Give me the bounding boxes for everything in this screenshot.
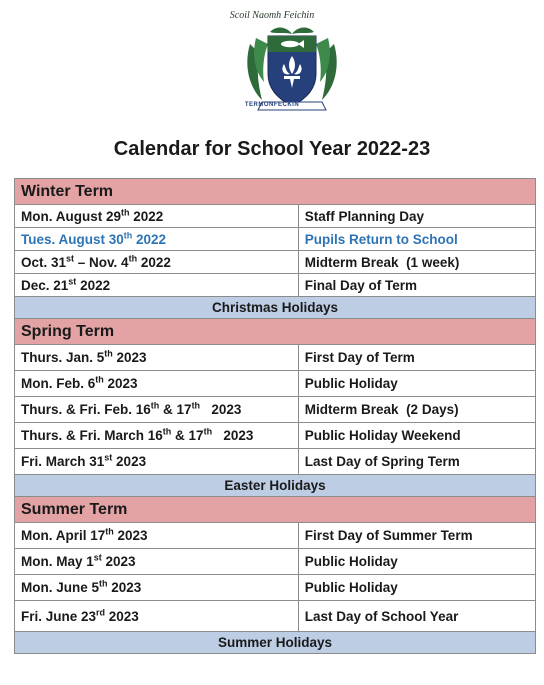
- event-cell: Midterm Break (1 week): [298, 251, 535, 274]
- term-header: Winter Term: [15, 179, 536, 205]
- date-text: 2023: [112, 454, 147, 469]
- ordinal-suffix: st: [93, 552, 102, 563]
- ordinal-suffix: st: [68, 276, 77, 286]
- calendar-row: [15, 251, 536, 274]
- term-header-row: [15, 319, 536, 345]
- school-crest: [0, 4, 544, 116]
- date-text: 2023: [103, 376, 138, 391]
- event-cell: First Day of Summer Term: [298, 523, 535, 549]
- calendar-row: [15, 228, 536, 251]
- date-text: 2023: [113, 528, 148, 543]
- event-cell: Pupils Return to School: [298, 228, 535, 251]
- calendar-table: [14, 178, 536, 654]
- ordinal-suffix: th: [121, 207, 130, 217]
- ordinal-suffix: th: [105, 526, 114, 537]
- date-text: – Nov. 4: [74, 254, 129, 270]
- holiday-row: [15, 475, 536, 497]
- event-cell: Public Holiday Weekend: [298, 423, 535, 449]
- date-text: Mon. June 5: [21, 580, 100, 595]
- date-text: Tues. August 30: [21, 231, 124, 247]
- calendar-row: [15, 345, 536, 371]
- holiday-row: [15, 632, 536, 654]
- event-cell: Public Holiday: [298, 371, 535, 397]
- date-cell: [15, 449, 299, 475]
- holiday-row: [15, 297, 536, 319]
- event-cell: Last Day of Spring Term: [298, 449, 535, 475]
- holiday-label: Christmas Holidays: [15, 297, 536, 319]
- calendar-row: [15, 549, 536, 575]
- calendar-row: [15, 449, 536, 475]
- page-title: Calendar for School Year 2022-23: [113, 138, 431, 160]
- date-text: Thurs. & Fri. Feb. 16: [21, 402, 151, 417]
- date-text: 2023: [200, 402, 242, 417]
- holiday-label: Easter Holidays: [15, 475, 536, 497]
- event-cell: Midterm Break (2 Days): [298, 397, 535, 423]
- event-cell: Final Day of Term: [298, 274, 535, 297]
- date-cell: [15, 205, 299, 228]
- ordinal-suffix: st: [66, 253, 75, 263]
- calendar-row: [15, 205, 536, 228]
- calendar-row: [15, 523, 536, 549]
- ordinal-suffix: th: [123, 230, 133, 240]
- term-header: Summer Term: [15, 497, 536, 523]
- date-text: 2023: [212, 428, 254, 443]
- ordinal-suffix: th: [191, 400, 201, 411]
- event-cell: First Day of Term: [298, 345, 535, 371]
- ordinal-suffix: th: [104, 348, 113, 359]
- ordinal-suffix: th: [162, 426, 172, 437]
- event-cell: Staff Planning Day: [298, 205, 535, 228]
- ordinal-suffix: th: [150, 400, 160, 411]
- ordinal-suffix: rd: [96, 607, 106, 617]
- date-text: 2023: [101, 554, 136, 569]
- ordinal-suffix: th: [203, 426, 213, 437]
- calendar-row: [15, 601, 536, 632]
- date-cell: [15, 228, 299, 251]
- date-text: 2022: [76, 277, 111, 293]
- date-text: 2022: [137, 254, 171, 270]
- date-cell: [15, 575, 299, 601]
- date-cell: [15, 371, 299, 397]
- crest-banner-text: TERMONFECKIN: [244, 102, 300, 108]
- event-cell: Public Holiday: [298, 549, 535, 575]
- date-text: 2023: [112, 350, 147, 365]
- term-header: Spring Term: [15, 319, 536, 345]
- date-cell: [15, 423, 299, 449]
- date-text: Mon. Feb. 6: [21, 376, 96, 391]
- ordinal-suffix: th: [95, 374, 104, 385]
- date-text: Fri. March 31: [21, 454, 105, 469]
- date-text: Thurs. & Fri. March 16: [21, 428, 163, 443]
- event-cell: Last Day of School Year: [298, 601, 535, 632]
- ordinal-suffix: th: [128, 253, 138, 263]
- calendar-row: [15, 397, 536, 423]
- date-cell: [15, 397, 299, 423]
- calendar-row: [15, 423, 536, 449]
- date-text: & 17: [171, 428, 204, 443]
- date-text: 2022: [132, 231, 167, 247]
- date-cell: [15, 274, 299, 297]
- term-header-row: [15, 497, 536, 523]
- date-cell: [15, 601, 299, 632]
- ordinal-suffix: st: [104, 452, 113, 463]
- date-text: Oct. 31: [21, 254, 67, 270]
- holiday-label: Summer Holidays: [15, 632, 536, 654]
- date-text: Thurs. Jan. 5: [21, 350, 105, 365]
- date-cell: [15, 345, 299, 371]
- calendar-row: [15, 371, 536, 397]
- date-text: & 17: [159, 402, 192, 417]
- date-text: 2023: [105, 608, 139, 624]
- date-text: Dec. 21: [21, 277, 69, 293]
- date-cell: [15, 523, 299, 549]
- calendar-row: [15, 575, 536, 601]
- date-cell: [15, 251, 299, 274]
- date-text: Fri. June 23: [21, 608, 97, 624]
- date-text: Mon. August 29: [21, 208, 121, 224]
- date-text: Mon. May 1: [21, 554, 94, 569]
- event-cell: Public Holiday: [298, 575, 535, 601]
- ordinal-suffix: th: [99, 578, 108, 589]
- date-cell: [15, 549, 299, 575]
- date-text: Mon. April 17: [21, 528, 106, 543]
- date-text: 2023: [107, 580, 142, 595]
- school-name-script: Scoil Naomh Feichin: [229, 10, 315, 21]
- calendar-row: [15, 274, 536, 297]
- term-header-row: [15, 179, 536, 205]
- date-text: 2022: [129, 208, 164, 224]
